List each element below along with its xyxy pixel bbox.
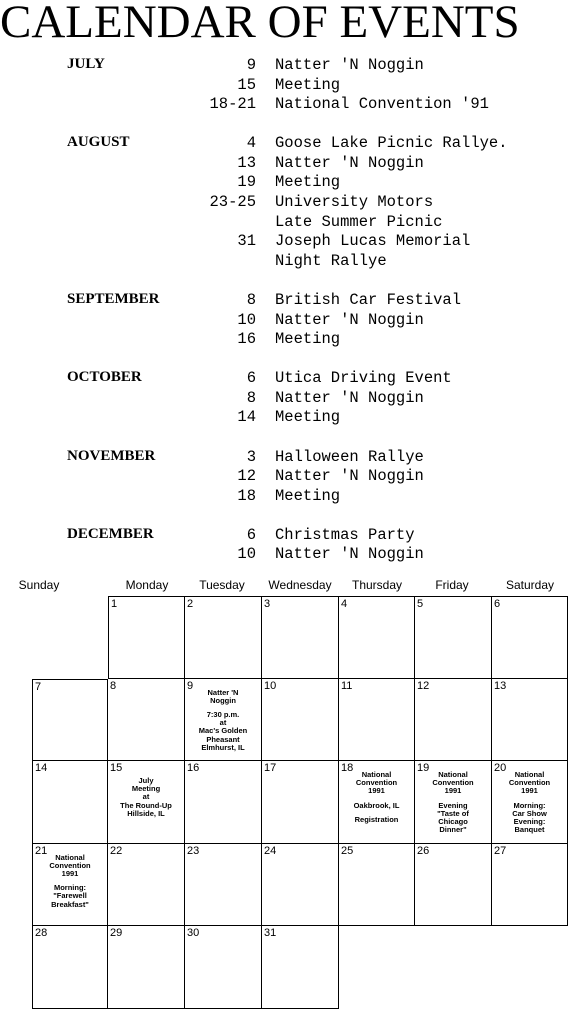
- event-row: [0, 448, 568, 468]
- note-line: 7:30 p.m.: [206, 709, 240, 719]
- calendar-day-cell: [185, 596, 262, 679]
- note-line: Evening: [438, 800, 468, 810]
- event-row: [0, 291, 568, 311]
- event-row: [0, 213, 568, 233]
- calendar-day-cell: [339, 761, 415, 844]
- calendar-day-cell: [262, 844, 339, 927]
- note-line: Chicago: [438, 817, 468, 827]
- day-number: 5: [417, 598, 424, 610]
- calendar-day-cell: [185, 679, 262, 762]
- note-line: Mac's Golden: [198, 726, 248, 736]
- event-row: [0, 76, 568, 96]
- calendar-event-note: [110, 771, 182, 818]
- note-line: National: [438, 770, 468, 779]
- event-row: [0, 487, 568, 507]
- calendar-day-cell: [262, 926, 339, 1009]
- calendar-event-note: [494, 771, 565, 834]
- day-number: 11: [341, 679, 353, 692]
- day-number: 26: [417, 844, 430, 857]
- day-number: 18: [341, 762, 354, 774]
- month-name: SEPTEMBER: [67, 290, 160, 307]
- event-date: 31: [237, 232, 256, 251]
- month-block: [0, 369, 568, 428]
- calendar-day-cell: [108, 844, 185, 927]
- note-line: The Round-Up: [120, 800, 172, 810]
- day-number: 31: [264, 927, 277, 939]
- page-title: CALENDAR OF EVENTS: [0, 0, 520, 48]
- month-block: [0, 526, 568, 565]
- calendar-event-note: [341, 771, 412, 824]
- event-name: Natter 'N Noggin: [275, 56, 424, 74]
- day-number: 24: [264, 844, 277, 857]
- event-row: [0, 467, 568, 487]
- note-line: National: [361, 770, 392, 779]
- calendar-day-cell: [492, 761, 568, 844]
- calendar-event-note: [417, 771, 489, 834]
- event-name: Natter 'N Noggin: [275, 310, 424, 329]
- note-line: 1991: [368, 786, 385, 796]
- month-name: NOVEMBER: [67, 447, 156, 464]
- event-date: 14: [237, 408, 256, 427]
- calendar-day-cell: [339, 679, 415, 762]
- event-name: Natter 'N Noggin: [275, 467, 424, 486]
- calendar-day-cell: [108, 679, 185, 762]
- day-header-thursday: Thursday: [351, 578, 403, 592]
- day-number: 29: [110, 927, 123, 939]
- month-name: AUGUST: [67, 134, 130, 151]
- note-line: Evening:: [513, 817, 546, 827]
- events-list: [0, 56, 568, 584]
- day-number: 22: [110, 844, 123, 857]
- calendar-day-cell: [185, 844, 262, 927]
- calendar-day-cell: [492, 844, 568, 927]
- month-block: [0, 291, 568, 350]
- note-line: "Farewell: [53, 891, 87, 901]
- event-date: 8: [246, 290, 256, 309]
- month-name: DECEMBER: [67, 525, 154, 542]
- calendar-day-cell: [32, 926, 108, 1009]
- note-line: 1991: [444, 786, 462, 796]
- day-number: 13: [494, 679, 507, 692]
- calendar-day-cell: [32, 679, 108, 762]
- note-line: 1991: [61, 868, 79, 878]
- event-date: 3: [246, 447, 256, 466]
- note-line: at: [142, 792, 150, 802]
- calendar-day-cell: [108, 761, 185, 844]
- event-date: 9: [246, 56, 256, 74]
- note-line: Meeting: [131, 784, 161, 794]
- event-date: 13: [237, 153, 256, 172]
- event-row: [0, 134, 568, 154]
- calendar-day-cell: [262, 596, 339, 679]
- event-name: National Convention '91: [275, 95, 489, 114]
- note-line: Breakfast": [51, 899, 89, 909]
- event-date: 6: [246, 369, 256, 388]
- event-row: [0, 252, 568, 272]
- day-header-friday: Friday: [435, 578, 469, 592]
- calendar-day-cell: [492, 596, 568, 679]
- note-line: Banquet: [514, 825, 545, 835]
- day-header-saturday: Saturday: [505, 578, 555, 592]
- note-line: Convention: [432, 778, 474, 788]
- month-block: [0, 56, 568, 115]
- day-number: 28: [35, 927, 48, 939]
- day-number: 7: [35, 680, 42, 693]
- day-number: 15: [110, 762, 123, 774]
- day-number: 4: [341, 598, 348, 610]
- event-row: [0, 545, 568, 565]
- calendar-day-cell: [492, 679, 568, 762]
- event-date: 15: [237, 75, 256, 94]
- day-number: 12: [417, 679, 430, 692]
- event-name: Meeting: [275, 330, 341, 349]
- note-line: July: [138, 776, 154, 785]
- calendar-event-note: [187, 689, 259, 752]
- note-line: "Taste of: [437, 808, 469, 818]
- event-row: [0, 408, 568, 428]
- note-line: 1991: [521, 786, 538, 796]
- calendar-day-cell: [415, 596, 492, 679]
- event-name: Natter 'N Noggin: [275, 545, 424, 564]
- event-row: [0, 526, 568, 546]
- event-row: [0, 95, 568, 115]
- event-date: 10: [237, 310, 256, 329]
- calendar-day-cell: [415, 679, 492, 762]
- day-number: 27: [494, 844, 507, 857]
- day-number: 19: [417, 762, 430, 774]
- note-line: Convention: [355, 778, 398, 788]
- note-line: Pheasant: [206, 734, 240, 744]
- calendar-day-cell: [32, 844, 108, 927]
- event-date: 18-21: [209, 95, 256, 114]
- event-name: Halloween Rallye: [275, 447, 424, 466]
- event-date: 4: [246, 134, 256, 153]
- day-header-tuesday: Tuesday: [199, 578, 245, 592]
- event-date: 10: [237, 545, 256, 564]
- day-number: 21: [35, 844, 48, 857]
- month-name: OCTOBER: [67, 369, 142, 386]
- calendar-day-cell: [108, 596, 185, 679]
- event-name: Joseph Lucas Memorial: [275, 232, 471, 251]
- note-line: Car Show: [512, 808, 547, 818]
- calendar-day-cell: [108, 926, 185, 1009]
- event-date: 19: [237, 173, 256, 192]
- event-date: 23-25: [209, 193, 256, 212]
- calendar-day-cell: [262, 679, 339, 762]
- calendar-event-note: [35, 854, 105, 909]
- calendar-day-cell: [415, 844, 492, 927]
- day-number: 1: [111, 598, 118, 610]
- calendar-day-cell: [415, 761, 492, 844]
- day-number: 9: [187, 679, 194, 692]
- month-block: [0, 448, 568, 507]
- event-name: University Motors: [275, 193, 434, 212]
- event-row: [0, 56, 568, 76]
- event-name: British Car Festival: [275, 290, 462, 309]
- note-line: National: [55, 852, 85, 862]
- event-row: [0, 389, 568, 409]
- note-line: Convention: [49, 860, 91, 870]
- day-number: 2: [187, 598, 194, 610]
- event-row: [0, 232, 568, 252]
- day-number: 10: [264, 679, 277, 692]
- month-name: JULY: [67, 56, 105, 72]
- calendar-day-cell: [339, 596, 415, 679]
- day-number: 17: [264, 762, 277, 774]
- event-row: [0, 330, 568, 350]
- event-row: [0, 154, 568, 174]
- event-row: [0, 369, 568, 389]
- day-number: 3: [264, 598, 271, 610]
- day-number: 14: [35, 762, 48, 774]
- event-date: 12: [237, 467, 256, 486]
- month-block: [0, 134, 568, 271]
- note-line: Noggin: [210, 695, 236, 705]
- note-line: Registration: [354, 814, 399, 824]
- day-header-sunday: Sunday: [18, 578, 60, 592]
- note-line: Convention: [508, 778, 551, 788]
- calendar-day-cell: [339, 844, 415, 927]
- event-name: Christmas Party: [275, 525, 415, 544]
- note-line: Hillside, IL: [127, 808, 165, 818]
- calendar-day-headers: [18, 576, 568, 596]
- note-line: Morning:: [513, 800, 546, 810]
- calendar-day-cell: [32, 761, 108, 844]
- event-name: Utica Driving Event: [275, 369, 452, 388]
- calendar-day-cell: [185, 761, 262, 844]
- note-line: National: [514, 770, 545, 779]
- day-number: 16: [187, 762, 200, 774]
- event-name: Meeting: [275, 486, 341, 505]
- event-date: 6: [246, 525, 256, 544]
- day-number: 23: [187, 844, 200, 857]
- event-row: [0, 173, 568, 193]
- note-line: at: [219, 718, 227, 728]
- event-row: [0, 193, 568, 213]
- day-header-wednesday: Wednesday: [268, 578, 332, 592]
- event-date: 8: [246, 388, 256, 407]
- day-number: 20: [494, 762, 507, 774]
- note-line: Elmhurst, IL: [201, 742, 245, 752]
- event-name: Natter 'N Noggin: [275, 388, 424, 407]
- event-date: 16: [237, 330, 256, 349]
- day-number: 6: [494, 598, 501, 610]
- day-number: 30: [187, 927, 200, 939]
- note-line: Natter 'N: [207, 687, 239, 697]
- note-line: Dinner": [439, 825, 467, 835]
- event-name: Meeting: [275, 173, 341, 192]
- event-date: 18: [237, 486, 256, 505]
- note-line: Oakbrook, IL: [353, 800, 400, 810]
- event-name: Late Summer Picnic: [275, 212, 443, 231]
- event-name: Goose Lake Picnic Rallye.: [275, 134, 508, 153]
- calendar-day-cell: [262, 761, 339, 844]
- event-name: Meeting: [275, 408, 341, 427]
- day-number: 8: [110, 679, 117, 692]
- note-line: Morning:: [53, 883, 87, 893]
- event-row: [0, 311, 568, 331]
- calendar-day-cell: [185, 926, 262, 1009]
- event-name: Meeting: [275, 75, 341, 94]
- day-header-monday: Monday: [125, 578, 169, 592]
- event-name: Night Rallye: [275, 251, 387, 270]
- event-name: Natter 'N Noggin: [275, 153, 424, 172]
- day-number: 25: [341, 844, 354, 857]
